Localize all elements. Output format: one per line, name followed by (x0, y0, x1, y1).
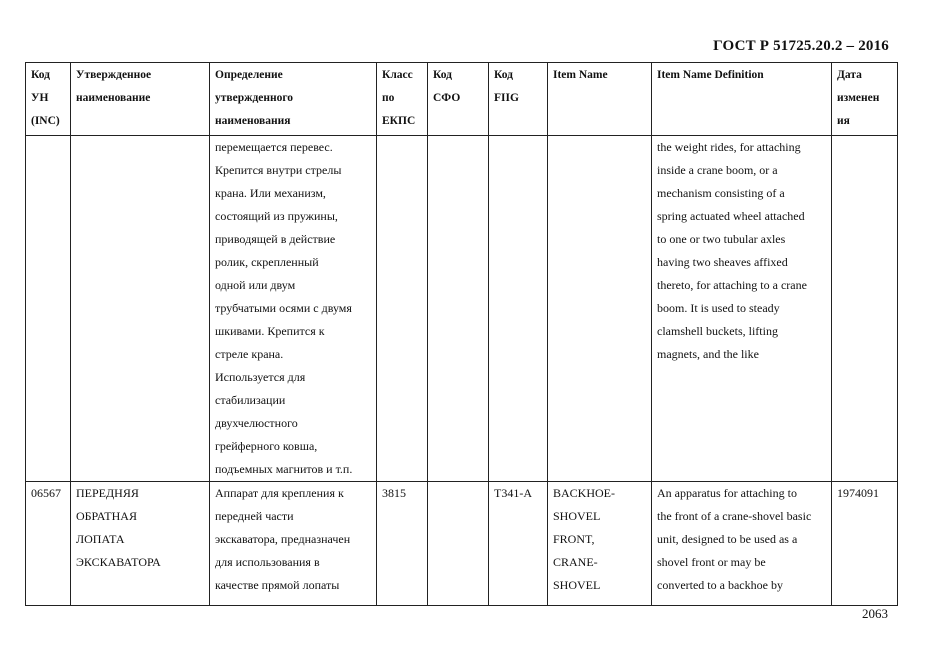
cell-change-date (832, 482, 898, 606)
cell-sfo-code (428, 136, 489, 482)
header-line: по (382, 92, 395, 104)
header-line: утвержденного (215, 92, 294, 104)
header-line: наименование (76, 92, 151, 104)
cell-fiig-code (489, 482, 548, 606)
text-line: двухчелюстного (215, 416, 298, 430)
text-line: ЭКСКАВАТОРА (76, 555, 161, 569)
cell-item-name (548, 482, 652, 606)
text-line: ролик, скрепленный (215, 255, 319, 269)
text-line: грейферного ковша, (215, 439, 318, 453)
nomenclature-table (25, 62, 898, 606)
text-line: SHOVEL (553, 509, 601, 523)
header-ekps-class (377, 63, 428, 136)
header-line: УН (31, 92, 49, 104)
text-line: Крепится внутри стрелы (215, 163, 342, 177)
text-line: inside a crane boom, or a (657, 163, 778, 177)
inc-code: 06567 (31, 486, 61, 500)
text-line: magnets, and the like (657, 347, 759, 361)
text-line: крана. Или механизм, (215, 186, 326, 200)
table-header-row (26, 63, 898, 136)
page-number: 2063 (862, 606, 888, 621)
cell-definition-en (652, 136, 832, 482)
header-item-name-definition (652, 63, 832, 136)
header-line: Определение (215, 69, 283, 81)
header-fiig-code (489, 63, 548, 136)
text-line: spring actuated wheel attached (657, 209, 805, 223)
header-inc (26, 63, 71, 136)
header-line: ия (837, 115, 850, 127)
cell-ekps-class (377, 482, 428, 606)
text-line: shovel front or may be (657, 555, 766, 569)
cell-sfo-code (428, 482, 489, 606)
text-line: подъемных магнитов и т.п. (215, 462, 353, 476)
text-line: clamshell buckets, lifting (657, 324, 778, 338)
header-line: Код (494, 69, 514, 81)
text-line: для использования в (215, 555, 320, 569)
text-line: having two sheaves affixed (657, 255, 788, 269)
text-line: boom. It is used to steady (657, 301, 780, 315)
header-line: Код (433, 69, 453, 81)
header-line: Класс (382, 69, 413, 81)
cell-inc (26, 482, 71, 606)
header-line: СФО (433, 92, 461, 104)
cell-ekps-class (377, 136, 428, 482)
text-line: An apparatus for attaching to (657, 486, 797, 500)
header-line: Item Name (553, 69, 608, 81)
header-line: изменен (837, 92, 880, 104)
header-line: Утвержденное (76, 69, 152, 81)
header-item-name (548, 63, 652, 136)
header-sfo-code (428, 63, 489, 136)
text-line: качестве прямой лопаты (215, 578, 340, 592)
change-date-value: 1974091 (837, 486, 879, 500)
text-line: шкивами. Крепится к (215, 324, 325, 338)
cell-item-name (548, 136, 652, 482)
text-line: FRONT, (553, 532, 595, 546)
header-line: Дата (837, 69, 862, 81)
text-line: to one or two tubular axles (657, 232, 786, 246)
text-line: converted to a backhoe by (657, 578, 783, 592)
text-line: передней части (215, 509, 294, 523)
header-line: ЕКПС (382, 115, 416, 127)
header-definition-ru (210, 63, 377, 136)
text-line: стабилизации (215, 393, 286, 407)
text-line: the weight rides, for attaching (657, 140, 801, 154)
cell-change-date (832, 136, 898, 482)
text-line: ОБРАТНАЯ (76, 509, 137, 523)
ekps-class-value: 3815 (382, 486, 406, 500)
text-line: одной или двум (215, 278, 296, 292)
header-line: Код (31, 69, 51, 81)
text-line: CRANE- (553, 555, 598, 569)
cell-fiig-code (489, 136, 548, 482)
text-line: экскаватора, предназначен (215, 532, 351, 546)
text-line: SHOVEL (553, 578, 601, 592)
cell-approved-name (71, 136, 210, 482)
header-change-date (832, 63, 898, 136)
fiig-code-value: T341-A (494, 486, 532, 500)
text-line: ПЕРЕДНЯЯ (76, 486, 139, 500)
text-line: перемещается перевес. (215, 140, 333, 154)
text-line: ЛОПАТА (76, 532, 125, 546)
table-row (26, 482, 898, 606)
header-line: (INC) (31, 115, 60, 127)
header-approved-name (71, 63, 210, 136)
text-line: mechanism consisting of a (657, 186, 785, 200)
cell-definition-en (652, 482, 832, 606)
cell-definition-ru (210, 136, 377, 482)
text-line: состоящий из пружины, (215, 209, 338, 223)
text-line: BACKHOE- (553, 486, 615, 500)
text-line: трубчатыми осями с двумя (215, 301, 352, 315)
header-line: Item Name Definition (657, 69, 764, 81)
text-line: стреле крана. (215, 347, 284, 361)
header-line: наименования (215, 115, 291, 127)
text-line: unit, designed to be used as a (657, 532, 798, 546)
text-line: приводящей в действие (215, 232, 336, 246)
standard-code: ГОСТ Р 51725.20.2 – 2016 (713, 38, 889, 54)
text-line: Используется для (215, 370, 306, 384)
text-line: Аппарат для крепления к (215, 486, 344, 500)
table-row (26, 136, 898, 482)
cell-inc (26, 136, 71, 482)
cell-approved-name (71, 482, 210, 606)
text-line: thereto, for attaching to a crane (657, 278, 807, 292)
header-line: FIIG (494, 92, 519, 104)
cell-definition-ru (210, 482, 377, 606)
text-line: the front of a crane-shovel basic (657, 509, 812, 523)
